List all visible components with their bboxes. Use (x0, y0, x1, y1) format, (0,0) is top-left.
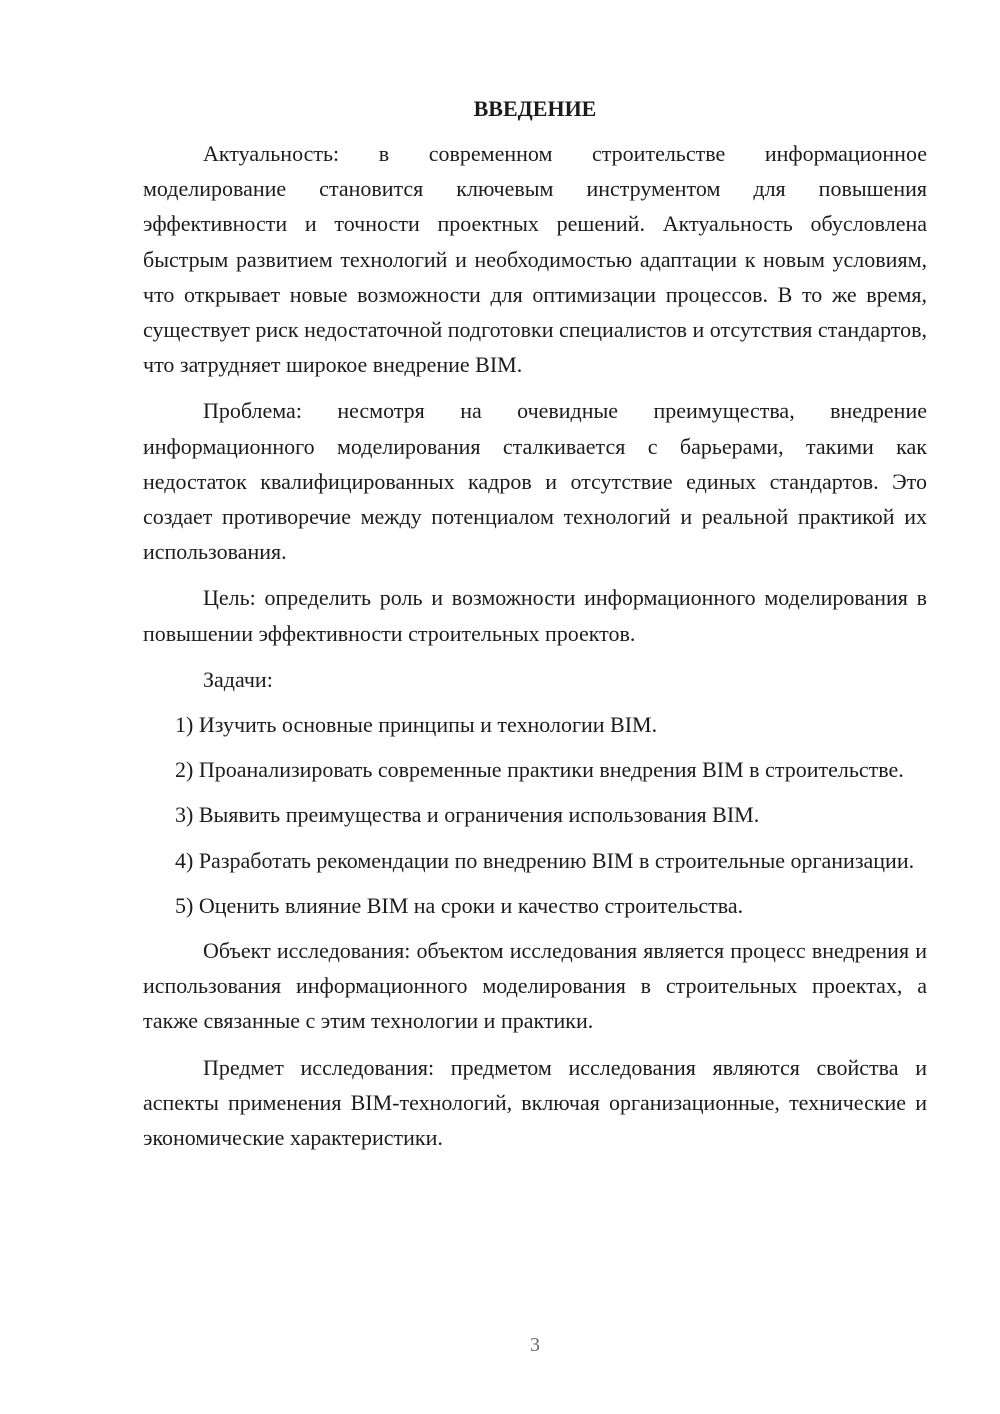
document-page (143, 94, 927, 1166)
list-item: 4) Разработать рекомендации по внедрению BIM в строительные организации. (175, 847, 915, 873)
list-item: 2) Проанализировать современные практики внедрения BIM в строительстве. (175, 757, 904, 783)
paragraph-object: Объект исследования: объектом исследования является процесс внедрения и использования информационного моделирования в строительных проектах, а также связанные с этим технологии и практики. (143, 938, 927, 1034)
paragraph-relevance: Актуальность: в современном строительстве информационное моделирование становится ключевым инструментом для повышения эффективности и точности проектных решений. Актуальность обусловлена быстрым развитием технологий и необходимостью адаптации к новым условиям, что открывает новые возможности для оптимизации процессов. В то же время, существует риск недостаточной подготовки специалистов и отсутствия стандартов, что затрудняет широкое внедрение BIM. (143, 141, 927, 378)
page-number: 3 (530, 1334, 540, 1356)
list-item: 1) Изучить основные принципы и технологии BIM. (175, 712, 658, 738)
list-item: 3) Выявить преимущества и ограничения использования BIM. (175, 802, 760, 828)
paragraph-problem: Проблема: несмотря на очевидные преимущества, внедрение информационного моделирования сталкивается с барьерами, такими как недостаток квалифицированных кадров и отсутствие единых стандартов. Это создает противоречие между потенциалом технологий и реальной практикой их использования. (143, 398, 927, 565)
list-item: 5) Оценить влияние BIM на сроки и качество строительства. (175, 892, 744, 918)
section-title: ВВЕДЕНИЕ (473, 96, 597, 121)
paragraph-subject: Предмет исследования: предметом исследования являются свойства и аспекты применения BIM-технологий, включая организационные, технические и экономические характеристики. (143, 1054, 927, 1151)
tasks-list (143, 707, 927, 923)
tasks-heading: Задачи: (203, 666, 273, 692)
paragraph-goal: Цель: определить роль и возможности информационного моделирования в повышении эффективности строительных проектов. (143, 585, 927, 646)
